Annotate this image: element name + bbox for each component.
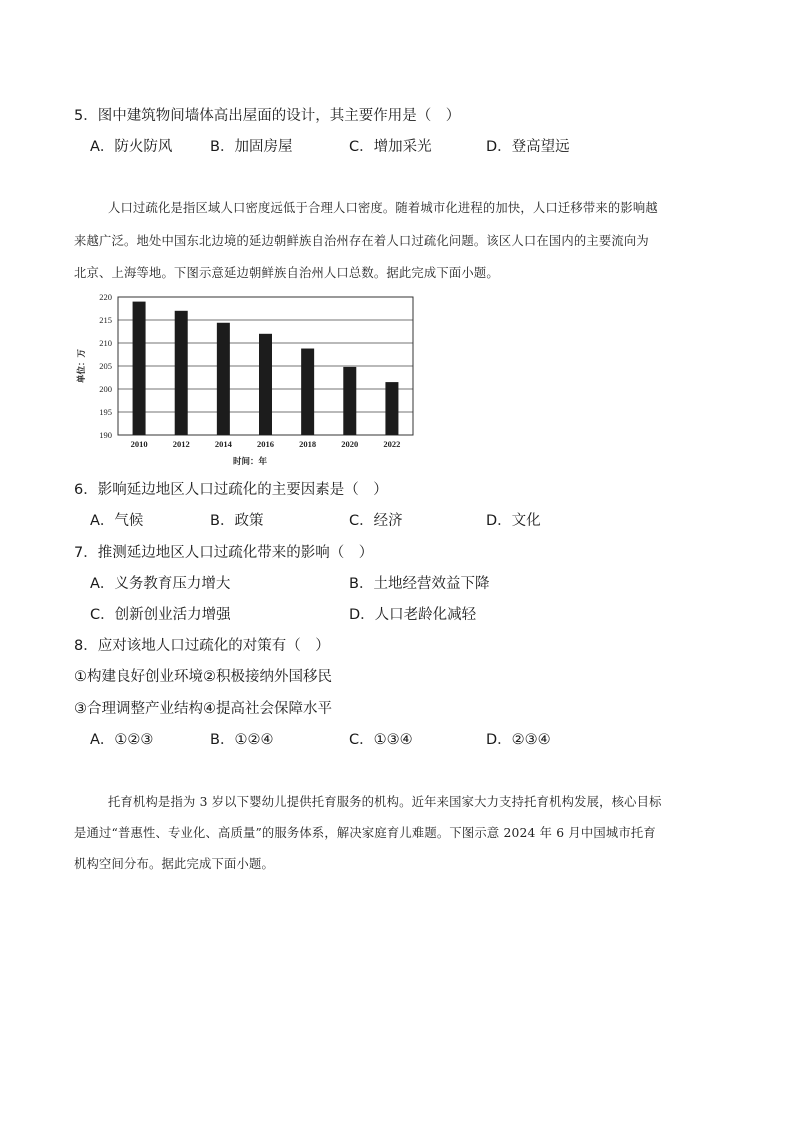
x-tick-label: 2014 [214,439,232,449]
q7-option-a: A．义务教育压力增大 [90,576,231,592]
question-5-stem: 5．图中建筑物间墙体高出屋面的设计，其主要作用是（ ） [74,108,461,124]
y-tick-label: 210 [99,338,112,348]
q8-statement-line-1: ①构建良好创业环境②积极接纳外国移民 [74,669,332,685]
y-tick-label: 190 [99,430,112,440]
bar-2012 [175,311,188,435]
x-tick-label: 2018 [299,439,317,449]
bar-2010 [133,302,146,435]
population-bar-chart [74,288,424,470]
q7-option-b: B．土地经营效益下降 [349,576,490,592]
x-tick-label: 2016 [257,439,274,449]
q8-statement-line-2: ③合理调整产业结构④提高社会保障水平 [74,701,332,717]
q6-option-b: B．政策 [210,513,264,529]
question-8-stem: 8．应对该地人口过疏化的对策有（ ） [74,638,330,654]
q5-option-b: B．加固房屋 [210,139,293,155]
y-tick-label: 200 [99,384,112,394]
passage2-line-3: 机构空间分布。据此完成下面小题。 [74,857,274,871]
y-tick-label: 215 [99,315,112,325]
q5-option-d: D．登高望远 [486,139,570,155]
question-7-stem: 7．推测延边地区人口过疏化带来的影响（ ） [74,545,374,561]
bar-2018 [301,349,314,435]
y-tick-label: 205 [99,361,112,371]
passage2-line-1: 托育机构是指为 3 岁以下婴幼儿提供托育服务的机构。近年来国家大力支持托育机构发展，核心目标 [108,795,662,809]
x-tick-label: 2020 [341,439,359,449]
y-tick-label: 220 [99,292,112,302]
q6-option-a: A．气候 [90,513,144,529]
y-axis-label: 单位：万 [76,348,86,384]
x-axis-label: 时间：年 [232,456,268,466]
passage1-line-3: 北京、上海等地。下图示意延边朝鲜族自治州人口总数。据此完成下面小题。 [74,266,499,280]
q5-option-c: C．增加采光 [349,139,432,155]
bar-2022 [385,382,398,435]
question-6-stem: 6．影响延边地区人口过疏化的主要因素是（ ） [74,482,388,498]
q6-option-d: D．文化 [486,513,541,529]
q6-option-c: C．经济 [349,513,403,529]
q8-option-d: D．②③④ [486,732,551,748]
q8-option-b: B．①②④ [210,732,274,748]
q7-option-c: C．创新创业活力增强 [90,607,231,623]
y-tick-label: 195 [99,407,112,417]
x-tick-label: 2022 [383,439,401,449]
q7-option-d: D．人口老龄化减轻 [349,607,477,623]
passage1-line-2: 来越广泛。地处中国东北边境的延边朝鲜族自治州存在着人口过疏化问题。该区人口在国内的主要流向为 [74,234,649,248]
q5-option-a: A．防火防风 [90,139,173,155]
passage1-line-1: 人口过疏化是指区域人口密度远低于合理人口密度。随着城市化进程的加快，人口迁移带来的影响越 [108,201,658,215]
q8-option-a: A．①②③ [90,732,154,748]
x-tick-label: 2012 [172,439,190,449]
bar-2016 [259,334,272,435]
passage2-line-2: 是通过“普惠性、专业化、高质量”的服务体系，解决家庭育儿难题。下图示意 2024 年 6 月中国城市托育 [74,826,656,840]
bar-2014 [217,323,230,435]
bar-2020 [343,367,356,435]
q8-option-c: C．①③④ [349,732,413,748]
x-tick-label: 2010 [130,439,148,449]
